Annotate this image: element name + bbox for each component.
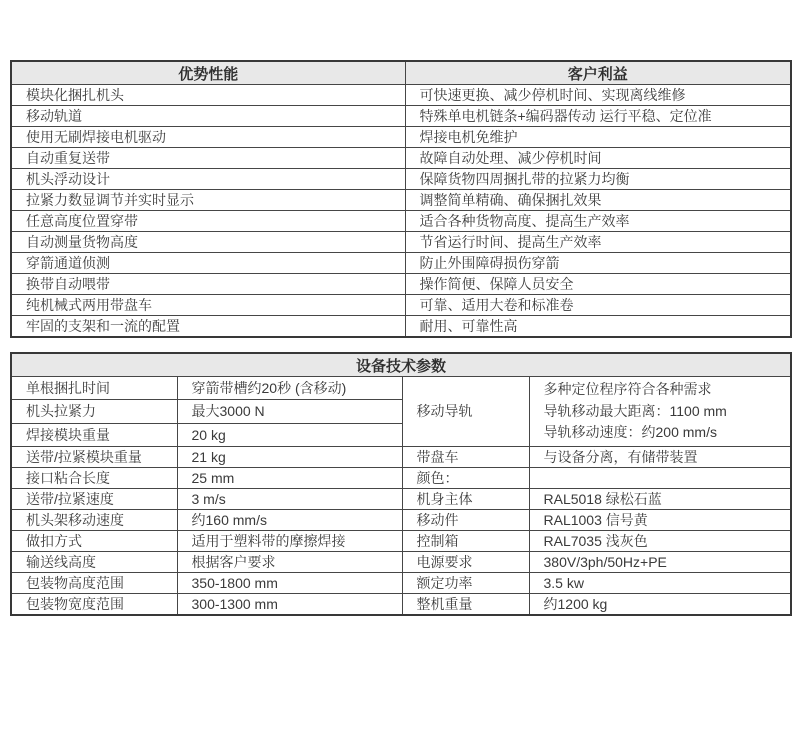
spec-value-cell: 3.5 kw bbox=[529, 572, 791, 593]
spec-value-cell: RAL1003 信号黄 bbox=[529, 509, 791, 530]
table-row bbox=[11, 593, 791, 615]
benefit-cell: 焊接电机免维护 bbox=[405, 127, 791, 148]
table-row bbox=[11, 551, 791, 572]
benefit-cell: 耐用、可靠性高 bbox=[405, 316, 791, 338]
table-row bbox=[11, 509, 791, 530]
table-row bbox=[11, 148, 791, 169]
table-row bbox=[11, 377, 791, 400]
spec-value-cell: 适用于塑料带的摩擦焊接 bbox=[177, 530, 402, 551]
table-row bbox=[11, 446, 791, 467]
spec-label-cell: 做扣方式 bbox=[11, 530, 177, 551]
rail-spec-line: 导轨移动最大距离：1100 mm bbox=[543, 402, 727, 419]
benefit-cell: 防止外围障碍损伤穿箭 bbox=[405, 253, 791, 274]
spec-value-cell: RAL5018 绿松石蓝 bbox=[529, 488, 791, 509]
spec-value-cell: 20 kg bbox=[177, 423, 402, 446]
feature-cell: 纯机械式两用带盘车 bbox=[11, 295, 405, 316]
spec-label-cell: 控制箱 bbox=[402, 530, 529, 551]
spec-label-cell: 颜色： bbox=[402, 467, 529, 488]
table-row bbox=[11, 572, 791, 593]
rail-spec-line: 多种定位程序符合各种需求 bbox=[543, 381, 712, 397]
table-row bbox=[11, 253, 791, 274]
benefit-cell: 可快速更换、减少停机时间、实现离线维修 bbox=[405, 85, 791, 106]
benefit-cell: 可靠、适用大卷和标准卷 bbox=[405, 295, 791, 316]
spec-label-cell: 机身主体 bbox=[402, 488, 529, 509]
feature-cell: 拉紧力数显调节并实时显示 bbox=[11, 190, 405, 211]
spec-value-cell: 与设备分离，有储带装置 bbox=[529, 446, 791, 467]
spec-label-cell: 整机重量 bbox=[402, 593, 529, 615]
spec-label-cell: 移动件 bbox=[402, 509, 529, 530]
feature-cell: 机头浮动设计 bbox=[11, 169, 405, 190]
spec-label-cell: 包装物宽度范围 bbox=[11, 593, 177, 615]
advantages-benefits-table bbox=[10, 60, 792, 338]
feature-cell: 穿箭通道侦测 bbox=[11, 253, 405, 274]
spec-value-cell bbox=[529, 467, 791, 488]
spec-value-cell: 3 m/s bbox=[177, 488, 402, 509]
spec-label-cell: 单根捆扎时间 bbox=[11, 377, 177, 400]
benefit-cell: 保障货物四周捆扎带的拉紧力均衡 bbox=[405, 169, 791, 190]
spec-value-cell: 380V/3ph/50Hz+PE bbox=[529, 551, 791, 572]
spec-value-cell: 最大3000 N bbox=[177, 400, 402, 423]
table-row bbox=[11, 211, 791, 232]
advantages-column-header: 优势性能 bbox=[11, 61, 405, 85]
table-row bbox=[11, 274, 791, 295]
spec-value-cell: 穿箭带槽约20秒 (含移动) bbox=[177, 377, 402, 400]
specs-header-row bbox=[11, 353, 791, 377]
advantages-header-row bbox=[11, 61, 791, 85]
spec-label-cell: 焊接模块重量 bbox=[11, 423, 177, 446]
feature-cell: 模块化捆扎机头 bbox=[11, 85, 405, 106]
specs-table-title: 设备技术参数 bbox=[11, 353, 791, 377]
feature-cell: 任意高度位置穿带 bbox=[11, 211, 405, 232]
spec-label-cell: 额定功率 bbox=[402, 572, 529, 593]
table-row bbox=[11, 232, 791, 253]
technical-specs-table bbox=[10, 352, 792, 616]
spec-value-cell: 21 kg bbox=[177, 446, 402, 467]
table-row bbox=[11, 316, 791, 338]
benefit-cell: 故障自动处理、减少停机时间 bbox=[405, 148, 791, 169]
spec-label-cell: 包装物高度范围 bbox=[11, 572, 177, 593]
spec-label-cell: 带盘车 bbox=[402, 446, 529, 467]
spec-value-cell-rail bbox=[529, 377, 791, 447]
benefit-cell: 调整简单精确、确保捆扎效果 bbox=[405, 190, 791, 211]
feature-cell: 自动测量货物高度 bbox=[11, 232, 405, 253]
feature-cell: 牢固的支架和一流的配置 bbox=[11, 316, 405, 338]
table-row bbox=[11, 85, 791, 106]
spec-label-cell: 接口粘合长度 bbox=[11, 467, 177, 488]
spec-label-cell: 机头架移动速度 bbox=[11, 509, 177, 530]
spec-value-cell: 根据客户要求 bbox=[177, 551, 402, 572]
benefit-cell: 操作简便、保障人员安全 bbox=[405, 274, 791, 295]
benefit-cell: 特殊单电机链条+编码器传动 运行平稳、定位准 bbox=[405, 106, 791, 127]
spec-label-cell: 电源要求 bbox=[402, 551, 529, 572]
spec-label-cell-rail: 移动导轨 bbox=[402, 377, 529, 447]
feature-cell: 移动轨道 bbox=[11, 106, 405, 127]
benefits-column-header: 客户利益 bbox=[405, 61, 791, 85]
spec-value-cell: 约160 mm/s bbox=[177, 509, 402, 530]
table-row bbox=[11, 295, 791, 316]
spec-value-cell: 300-1300 mm bbox=[177, 593, 402, 615]
spec-label-cell: 送带/拉紧速度 bbox=[11, 488, 177, 509]
table-row bbox=[11, 169, 791, 190]
table-row bbox=[11, 488, 791, 509]
spec-value-cell: RAL7035 浅灰色 bbox=[529, 530, 791, 551]
table-row bbox=[11, 530, 791, 551]
feature-cell: 自动重复送带 bbox=[11, 148, 405, 169]
spec-value-cell: 350-1800 mm bbox=[177, 572, 402, 593]
feature-cell: 使用无刷焊接电机驱动 bbox=[11, 127, 405, 148]
table-row bbox=[11, 190, 791, 211]
rail-spec-line: 导轨移动速度：约200 mm/s bbox=[543, 424, 717, 441]
spec-label-cell: 输送线高度 bbox=[11, 551, 177, 572]
table-row bbox=[11, 127, 791, 148]
spec-label-cell: 机头拉紧力 bbox=[11, 400, 177, 423]
spec-label-cell: 送带/拉紧模块重量 bbox=[11, 446, 177, 467]
feature-cell: 换带自动喂带 bbox=[11, 274, 405, 295]
spec-value-cell: 约1200 kg bbox=[529, 593, 791, 615]
benefit-cell: 节省运行时间、提高生产效率 bbox=[405, 232, 791, 253]
benefit-cell: 适合各种货物高度、提高生产效率 bbox=[405, 211, 791, 232]
table-row bbox=[11, 467, 791, 488]
spec-value-cell: 25 mm bbox=[177, 467, 402, 488]
table-row bbox=[11, 106, 791, 127]
